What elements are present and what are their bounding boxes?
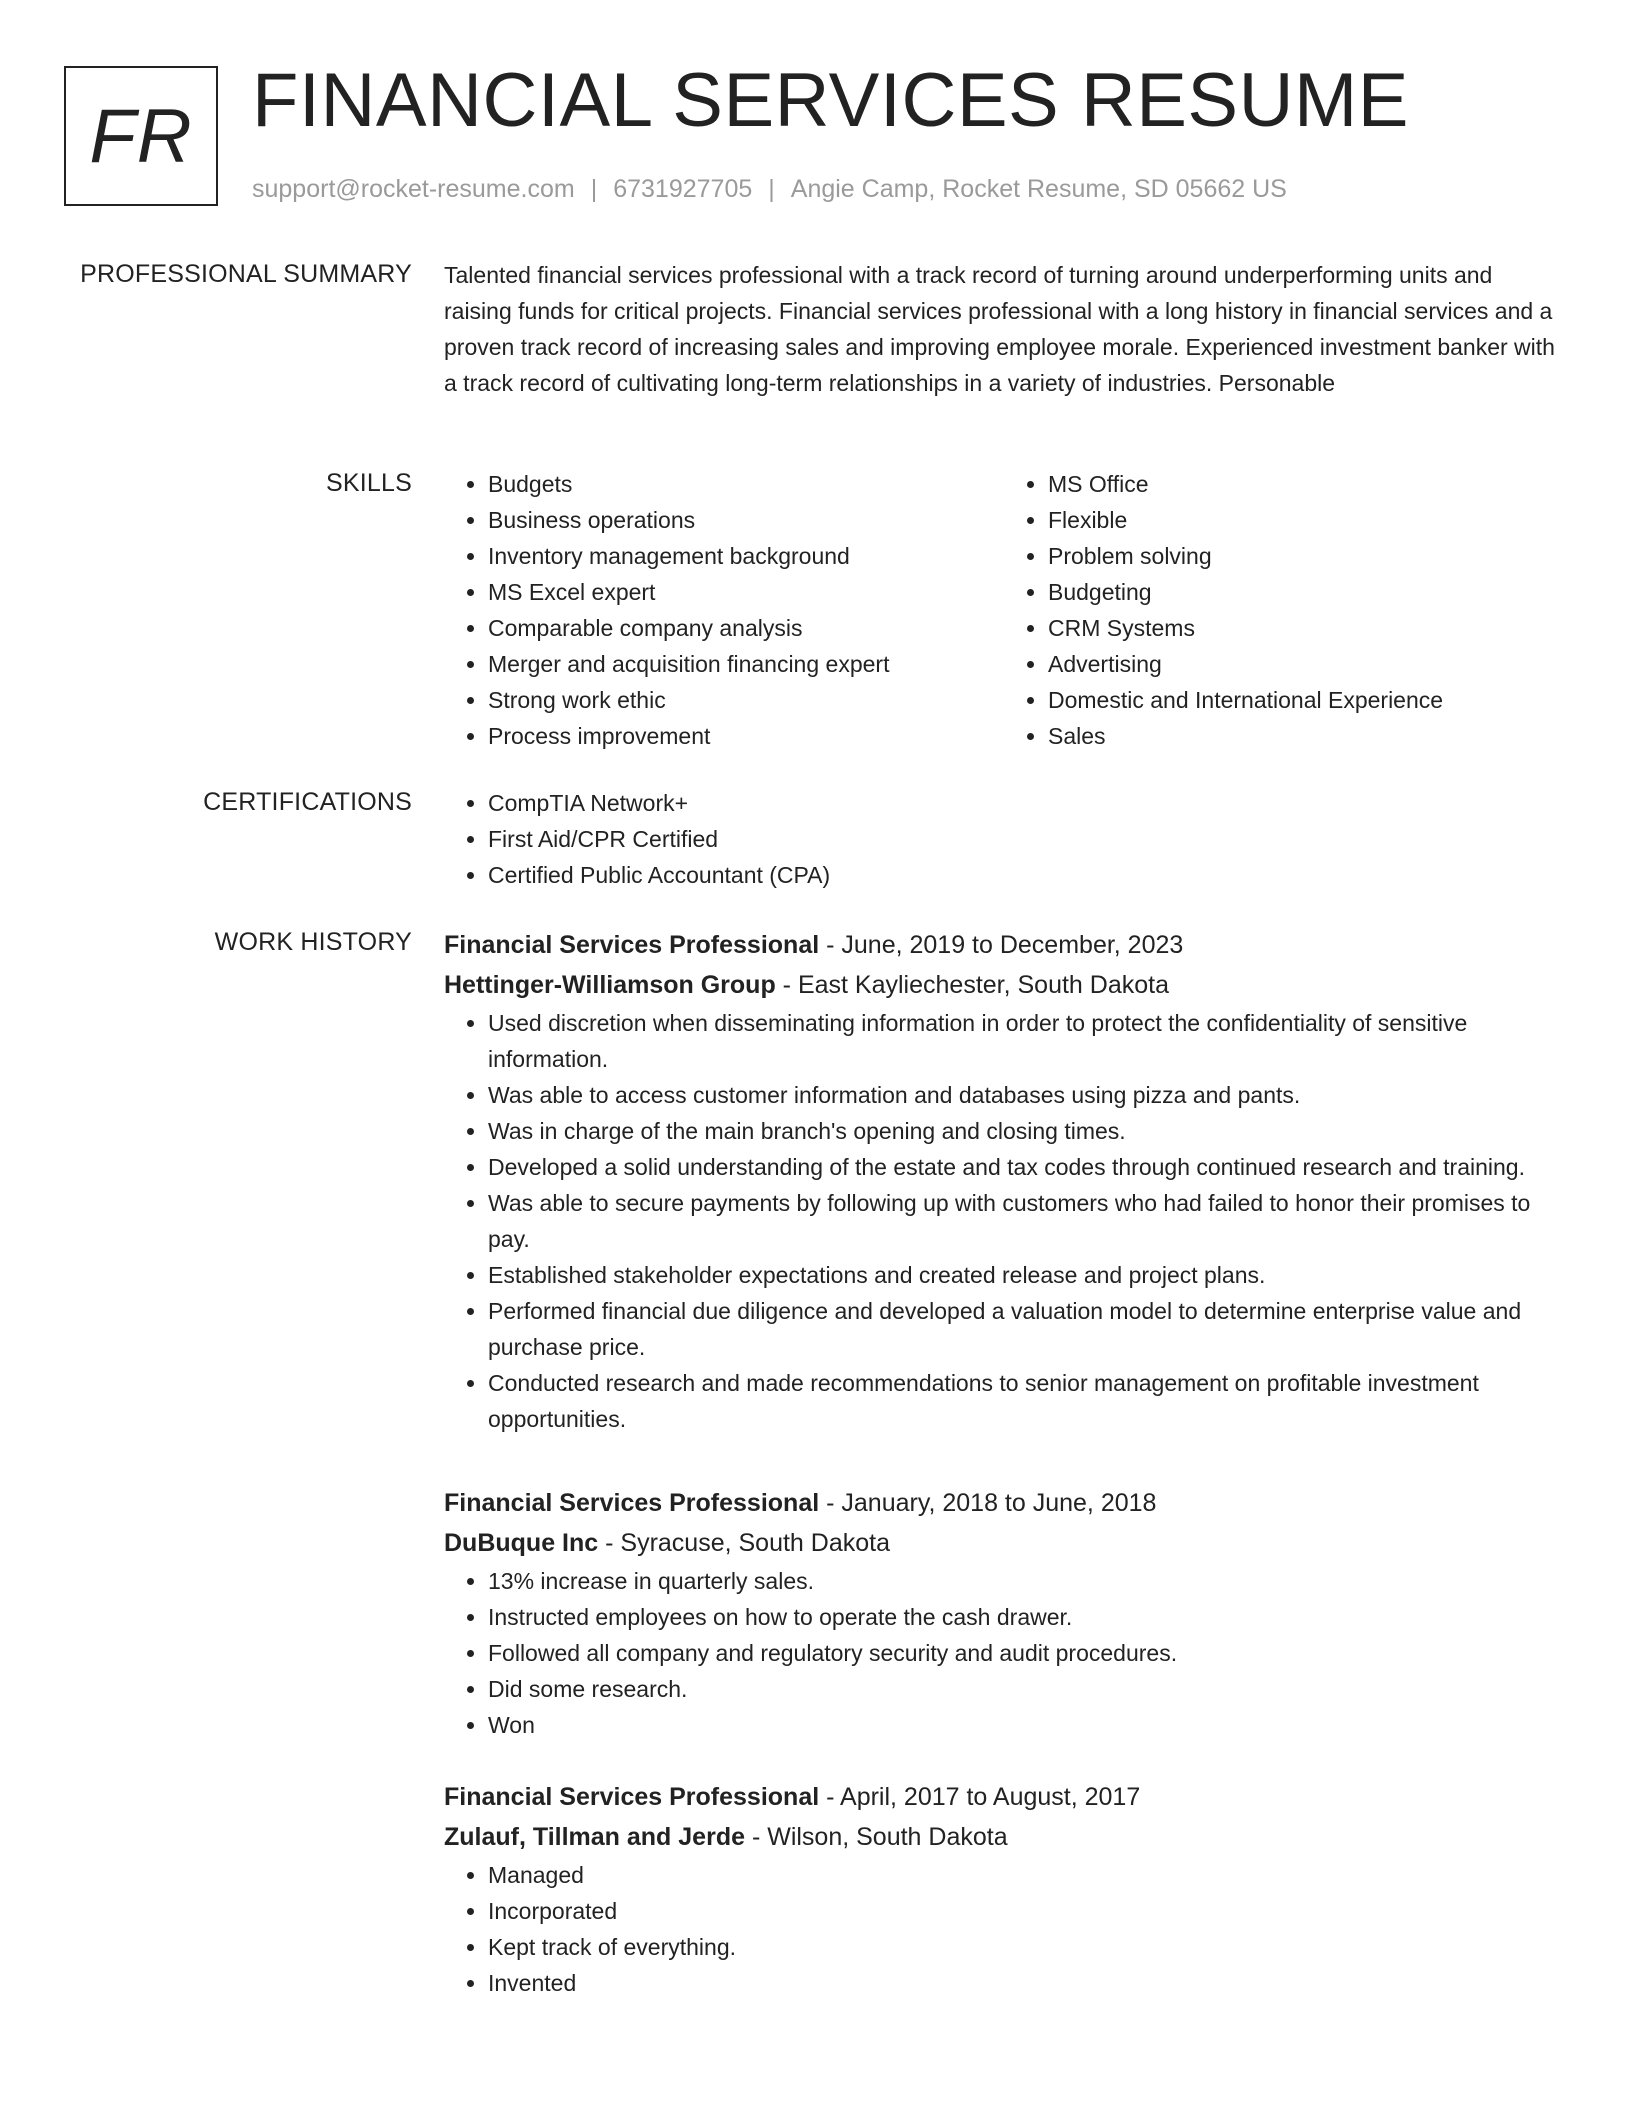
skill-item: • Strong work ethic (488, 682, 1004, 718)
contact-address: Angie Camp, Rocket Resume, SD 05662 US (790, 175, 1287, 203)
job-dates: January, 2018 to June, 2018 (841, 1489, 1157, 1517)
skill-item: • Advertising (1048, 646, 1564, 682)
job-duties-list (444, 1005, 1564, 1437)
skill-item: • Process improvement (488, 718, 1004, 754)
summary-body (444, 257, 1564, 401)
contact-separator: | (768, 175, 775, 203)
job-duty-item: • Was in charge of the main branch's opening and closing times. (488, 1113, 1564, 1149)
skill-item: • Problem solving (1048, 538, 1564, 574)
job-duties-list (444, 1563, 1564, 1743)
skill-item: • CRM Systems (1048, 610, 1564, 646)
job-duty-item: • Developed a solid understanding of the estate and tax codes through continued research and training. (488, 1149, 1564, 1185)
skill-item: • MS Excel expert (488, 574, 1004, 610)
certifications-body (444, 785, 1564, 893)
job-entry (444, 1777, 1564, 2001)
job-dash: - (819, 1783, 841, 1811)
job-location: Syracuse, South Dakota (620, 1529, 890, 1557)
job-title: Financial Services Professional (444, 931, 820, 959)
job-company-line (444, 965, 1564, 1005)
job-duty-item: • Was able to access customer information and databases using pizza and pants. (488, 1077, 1564, 1113)
summary-text: Talented financial services professional with a track record of turning around underperforming units and raising funds for critical projects. Financial services professional with a long history in financial services and a proven track record of increasing sales and improving employee morale. Experienced investment banker with a track record of cultivating long-term relationships in a variety of industries. Personable (444, 262, 1555, 396)
skill-item: • Inventory management background (488, 538, 1004, 574)
skills-list-left (444, 466, 1004, 754)
contact-email: support@rocket-resume.com (252, 175, 575, 203)
job-company: DuBuque Inc (444, 1529, 599, 1557)
monogram-logo: FR (64, 66, 218, 206)
skills-heading: SKILLS (326, 469, 412, 497)
job-dates: April, 2017 to August, 2017 (840, 1783, 1141, 1811)
certifications-list (444, 785, 1564, 893)
job-company: Zulauf, Tillman and Jerde (444, 1823, 745, 1851)
job-dates: June, 2019 to December, 2023 (841, 931, 1184, 959)
job-duty-item: • Kept track of everything. (488, 1929, 1564, 1965)
job-location: East Kayliechester, South Dakota (797, 971, 1169, 999)
job-company-line (444, 1817, 1564, 1857)
work-history-heading: WORK HISTORY (214, 928, 412, 956)
job-duty-item: • 13% increase in quarterly sales. (488, 1563, 1564, 1599)
job-duty-item: • Invented (488, 1965, 1564, 2001)
certification-item: • First Aid/CPR Certified (488, 821, 1564, 857)
skills-body (444, 466, 1564, 754)
job-duty-item: • Did some research. (488, 1671, 1564, 1707)
job-duty-item: • Conducted research and made recommendations to senior management on profitable investment opportunities. (488, 1365, 1564, 1437)
job-dash: - (819, 1489, 842, 1517)
resume-title: FINANCIAL SERVICES RESUME (252, 58, 1409, 143)
certifications-heading: CERTIFICATIONS (203, 788, 412, 816)
skill-item: • Budgeting (1048, 574, 1564, 610)
job-dash: - (745, 1823, 768, 1851)
job-dash: - (598, 1529, 621, 1557)
certification-item: • Certified Public Accountant (CPA) (488, 857, 1564, 893)
job-duty-item: • Established stakeholder expectations and created release and project plans. (488, 1257, 1564, 1293)
contact-phone: 6731927705 (613, 175, 753, 203)
job-entry (444, 1483, 1564, 1743)
job-company-line (444, 1523, 1564, 1563)
job-duty-item: • Used discretion when disseminating information in order to protect the confidentiality of sensitive information. (488, 1005, 1564, 1077)
job-duty-item: • Instructed employees on how to operate the cash drawer. (488, 1599, 1564, 1635)
job-company: Hettinger-Williamson Group (444, 971, 776, 999)
job-title-line (444, 925, 1564, 965)
job-title: Financial Services Professional (444, 1489, 820, 1517)
skill-item: • Business operations (488, 502, 1004, 538)
job-duty-item: • Managed (488, 1857, 1564, 1893)
job-location: Wilson, South Dakota (767, 1823, 1008, 1851)
skill-item: • Sales (1048, 718, 1564, 754)
work-history-body (444, 925, 1564, 2001)
job-title-line (444, 1777, 1564, 1817)
skill-item: • Comparable company analysis (488, 610, 1004, 646)
skill-item: • MS Office (1048, 466, 1564, 502)
job-dash: - (819, 931, 842, 959)
skill-item: • Flexible (1048, 502, 1564, 538)
job-duty-item: • Followed all company and regulatory security and audit procedures. (488, 1635, 1564, 1671)
job-title: Financial Services Professional (444, 1783, 820, 1811)
skills-list-right (1004, 466, 1564, 754)
job-duty-item: • Performed financial due diligence and developed a valuation model to determine enterprise value and purchase price. (488, 1293, 1564, 1365)
summary-heading: PROFESSIONAL SUMMARY (80, 260, 412, 288)
job-duties-list (444, 1857, 1564, 2001)
job-duty-item: • Was able to secure payments by following up with customers who had failed to honor their promises to pay. (488, 1185, 1564, 1257)
skill-item: • Domestic and International Experience (1048, 682, 1564, 718)
job-entry (444, 925, 1564, 1437)
skill-item: • Merger and acquisition financing expert (488, 646, 1004, 682)
job-title-line (444, 1483, 1564, 1523)
contact-separator: | (590, 175, 598, 203)
certification-item: • CompTIA Network+ (488, 785, 1564, 821)
skill-item: • Budgets (488, 466, 1004, 502)
job-dash: - (775, 971, 798, 999)
job-duty-item: • Incorporated (488, 1893, 1564, 1929)
job-duty-item: • Won (488, 1707, 1564, 1743)
contact-line (252, 172, 1287, 206)
